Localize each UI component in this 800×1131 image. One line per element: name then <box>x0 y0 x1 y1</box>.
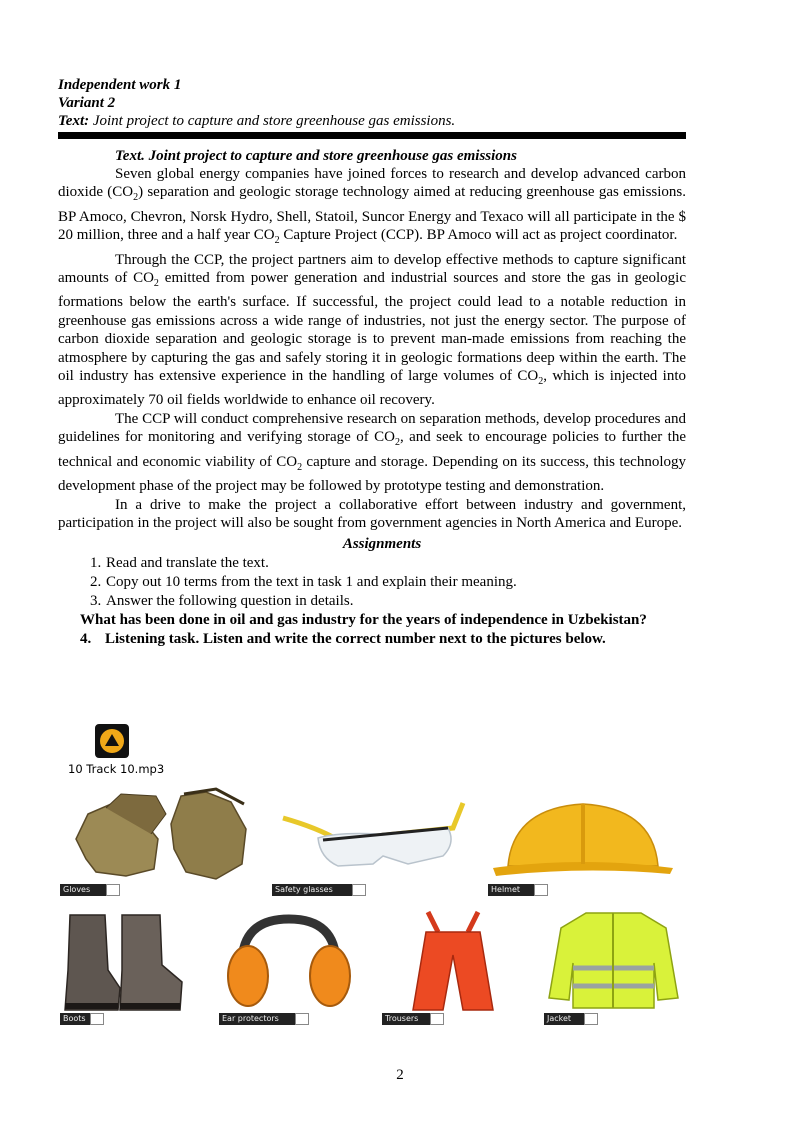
task-item: 3. Answer the following question in details. <box>105 592 686 611</box>
task-4-text: Listening task. Listen and write the correct number next to the pictures below. <box>105 630 606 647</box>
trousers-image <box>408 910 498 1015</box>
header-rule <box>58 132 686 139</box>
ppe-picture-panel <box>56 778 688 1028</box>
answer-box[interactable] <box>295 1013 309 1025</box>
audio-attachment[interactable] <box>68 724 164 776</box>
task-list <box>58 554 686 610</box>
answer-box[interactable] <box>352 884 366 896</box>
ear-protectors-image <box>224 914 354 1014</box>
task-4-number: 4. <box>80 630 92 647</box>
task-item: 2. Copy out 10 terms from the text in task 1 and explain their meaning. <box>105 573 686 592</box>
label-gloves: Gloves <box>60 884 106 896</box>
gloves-image <box>66 784 256 884</box>
header-line-2: Variant 2 <box>58 95 116 111</box>
header-line-3: Text: Joint project to capture and store greenhouse gas emissions. <box>58 113 456 129</box>
audio-file-icon[interactable] <box>95 724 129 758</box>
helmet-image <box>488 796 678 881</box>
boots-image <box>60 910 190 1015</box>
question-text: What has been done in oil and gas industry for the years of independence in Uzbekistan? <box>80 611 647 628</box>
answer-box[interactable] <box>90 1013 104 1025</box>
page-number: 2 <box>396 1067 404 1083</box>
answer-box[interactable] <box>584 1013 598 1025</box>
answer-box[interactable] <box>430 1013 444 1025</box>
label-boots: Boots <box>60 1013 90 1025</box>
answer-box[interactable] <box>106 884 120 896</box>
article-title: Text. Joint project to capture and store greenhouse gas emissions <box>115 148 517 164</box>
safety-glasses-image <box>278 798 468 878</box>
paragraph-2: Through the CCP, the project partners aim to develop effective methods to capture significant amounts of $CO_2$ emitted from power generation and industrial sources and store the gas in geologic formations below the earth's surface. If successful, the project could lead to a notable reduction in greenhouse gas emissions across a wide range of industries, not just the energy sector. The purpose of carbon dioxide separation and geologic storage is to prevent man-made emissions from reaching the atmosphere by capturing the gas and safely storing it in geologic formations deep within the earth. The oil industry has extensive experience in the handling of large volumes of $CO_2$, which is injected into approximately 70 oil fields worldwide to enhance oil recovery. <box>58 251 686 409</box>
task-4 <box>80 630 686 649</box>
jacket-image <box>546 908 681 1018</box>
label-safety-glasses: Safety glasses <box>272 884 352 896</box>
label-helmet: Helmet <box>488 884 534 896</box>
paragraph-4: In a drive to make the project a collaborative effort between industry and government, participation in the project will also be sought from government agencies in North America and Europe. <box>58 496 686 531</box>
label-trousers: Trousers <box>382 1013 430 1025</box>
answer-box[interactable] <box>534 884 548 896</box>
label-ear-protectors: Ear protectors <box>219 1013 295 1025</box>
document-page <box>58 76 686 648</box>
audio-filename[interactable]: 10 Track 10.mp3 <box>68 762 165 776</box>
paragraph-3: The CCP will conduct comprehensive research on separation methods, develop procedures and guidelines for monitoring and verifying storage of $CO_2$, and seek to encourage policies to further the technical and economic viability of $CO_2$ capture and storage. Depending on its success, this technology development phase of the project may be followed by prototype testing and demonstration. <box>58 410 686 495</box>
label-jacket: Jacket <box>544 1013 584 1025</box>
task-item: 1. Read and translate the text. <box>105 554 686 573</box>
paragraph-1: Seven global energy companies have joined forces to research and develop advanced carbon dioxide $(CO_2)$ separation and geologic storage technology aimed at reducing greenhouse gas emissions. BP Amoco, Chevron, Norsk Hydro, Shell, Statoil, Suncor Energy and Texaco will all participate in the $ 20 million, three and a half year $CO_2$ Capture Project (CCP). BP Amoco will act as project coordinator. <box>58 166 687 247</box>
assignments-heading: Assignments <box>342 536 422 553</box>
header-line-1: Independent work 1 <box>58 77 182 93</box>
